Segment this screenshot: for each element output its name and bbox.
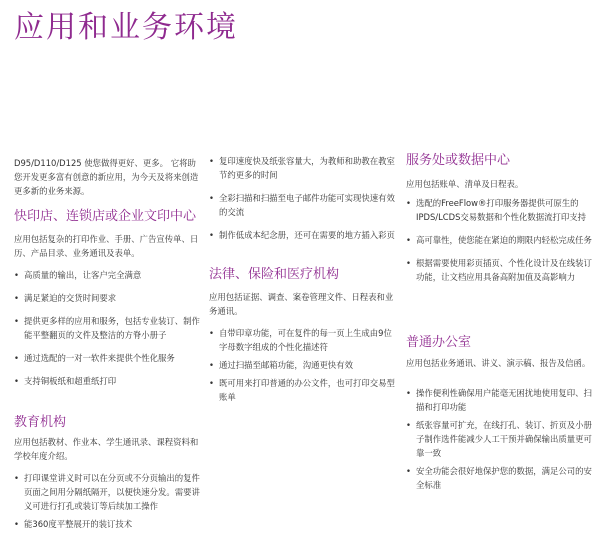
list-item: • 复印速度快及纸张容量大，为教师和助教在教室节约更多的时间 <box>209 154 395 182</box>
bullet-list-general-office <box>406 386 598 492</box>
list-item: • 自带印章功能，可在复件的每一页上生成由9位字母数字组成的个性化描述符 <box>209 326 395 354</box>
bullet-list-service-bureau <box>406 196 598 284</box>
list-item: • 打印课堂讲义时可以在分页或不分页输出的复件页面之间用分隔纸隔开，以便快速分发。需要讲义可进行打孔或装订等后续加工操作 <box>14 471 200 513</box>
list-item: • 能360度平整展开的装订技术 <box>14 517 200 531</box>
section-heading-education: 教育机构 <box>14 415 67 430</box>
section-description-service-bureau: 应用包括账单、清单及日程表。 <box>406 179 524 189</box>
list-item: • 全彩扫描和扫描至电子邮件功能可实现快速有效的交流 <box>209 191 395 219</box>
section-description-legal-medical: 应用包括证据、调查、案卷管理文件、日程表和业务通讯。 <box>209 292 394 316</box>
list-item: • 通过选配的一对一软件来提供个性化服务 <box>14 351 200 365</box>
section-description-general-office: 应用包括业务通讯、讲义、演示稿、报告及信函。 <box>406 358 591 368</box>
section-heading-service-bureau: 服务处或数据中心 <box>406 153 511 168</box>
list-item: • 操作便利性确保用户能毫无困扰地使用复印、扫描和打印功能 <box>406 386 598 414</box>
list-item: • 根据需要使用彩页插页、个性化设计及在线装订功能，让文档应用具备高附加值及高影响力 <box>406 256 598 284</box>
section-heading-general-office: 普通办公室 <box>406 335 472 350</box>
section-heading-legal-medical: 法律、保险和医疗机构 <box>209 267 340 282</box>
bullet-list-education <box>14 471 200 531</box>
list-item: • 安全功能会很好地保护您的数据，满足公司的安全标准 <box>406 464 598 492</box>
list-item: • 既可用来打印普通的办公文件，也可打印交易型账单 <box>209 376 395 404</box>
intro-text: D95/D110/D125 使您做得更好、更多。 它将助您开发更多富有创意的新应用，为今天及将来创造更多新的业务来源。 <box>14 158 199 196</box>
list-item: • 制作低成本纪念册，还可在需要的地方插入彩页 <box>209 228 395 242</box>
list-item: • 提供更多样的应用和服务，包括专业装订、制作能平整翻页的文件及整洁的方脊小册子 <box>14 314 200 342</box>
list-item: • 支持铜板纸和超重纸打印 <box>14 374 200 388</box>
list-item: • 高可靠性，使您能在紧迫的期限内轻松完成任务 <box>406 233 598 247</box>
section-description-print-shops: 应用包括复杂的打印作业、手册、广告宣传单、日历、产品目录、业务通讯及表单。 <box>14 234 199 258</box>
section-description-education: 应用包括教材、作业本、学生通讯录、课程资料和学校年度介绍。 <box>14 437 199 461</box>
bullet-list-legal-medical <box>209 326 395 404</box>
bullet-list-education-continued <box>209 154 395 242</box>
list-item: • 纸张容量可扩充，在线打孔、装订、折页及小册子制作选件能减少人工干预并确保输出质量更可靠一致 <box>406 418 598 460</box>
list-item: • 高质量的输出，让客户完全满意 <box>14 268 200 282</box>
list-item: • 通过扫描至邮箱功能，沟通更快有效 <box>209 358 395 372</box>
list-item: • 满足紧迫的交货时间要求 <box>14 291 200 305</box>
page-title: 应用和业务环境 <box>14 10 238 45</box>
bullet-list-print-shops <box>14 268 200 388</box>
section-heading-print-shops: 快印店、连锁店或企业文印中心 <box>14 209 197 224</box>
list-item: • 选配的FreeFlow®打印服务器提供可原生的IPDS/LCDS交易数据和个性化数据流打印支持 <box>406 196 598 224</box>
